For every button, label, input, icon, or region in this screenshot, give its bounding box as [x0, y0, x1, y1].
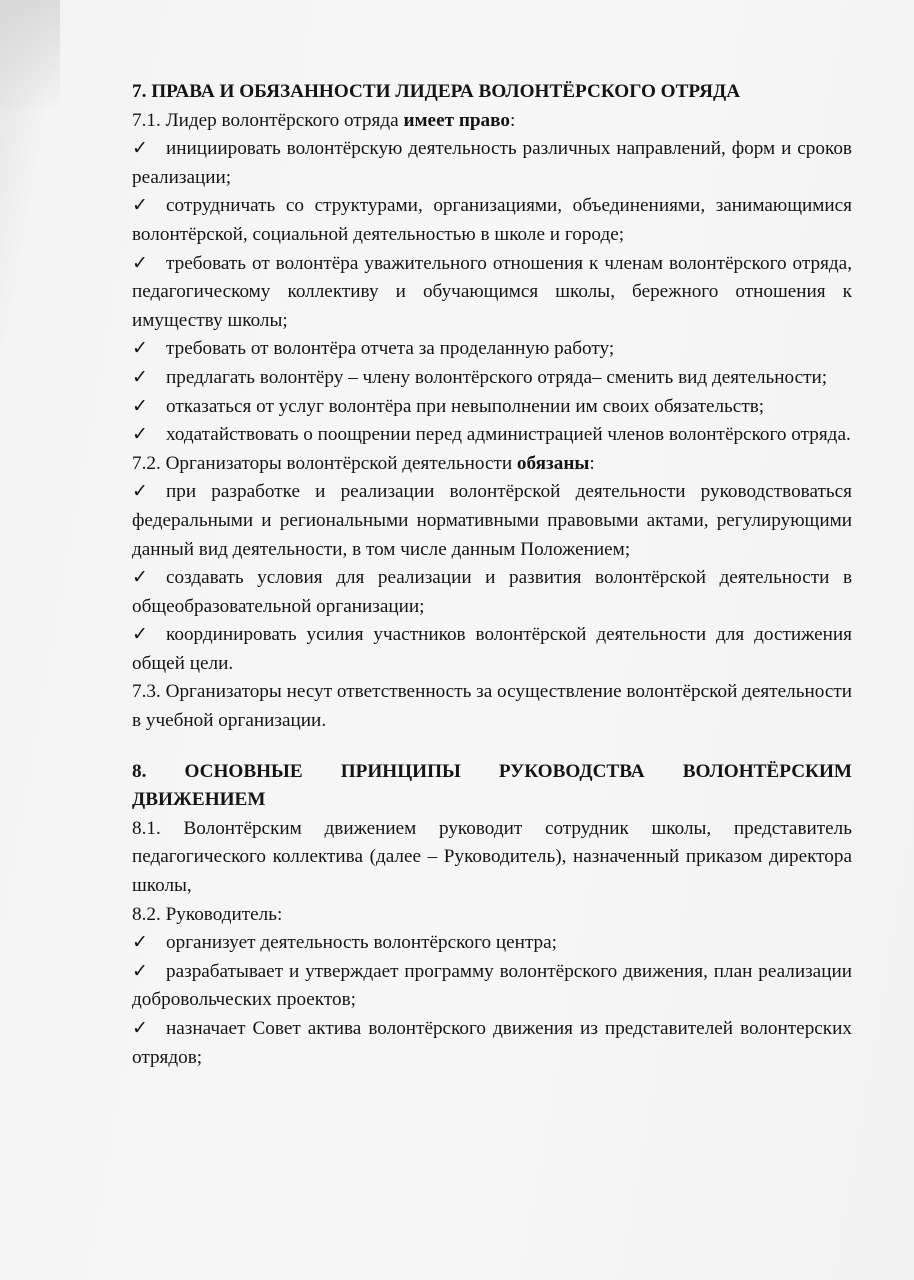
rights-item-text: предлагать волонтёру – члену волонтёрского отряда– сменить вид деятельности; [166, 366, 828, 388]
checkmark-icon: ✓ [132, 624, 149, 646]
rights-item-text: сотрудничать со структурами, организациями, объединениями, занимающимися волонтёрской, социальной деятельностью в школе и городе; [132, 195, 852, 245]
list-item [132, 1015, 852, 1072]
leader-item-text: разрабатывает и утверждает программу волонтёрского движения, план реализации добровольческих проектов; [132, 960, 852, 1011]
rights-item-text: требовать от волонтёра уважительного отношения к членам волонтёрского отряда, педагогическому коллективу и обучающимся школы, бережного отношения к имуществу школы; [132, 252, 852, 331]
rights-item-text: ходатайствовать о поощрении перед администрацией членов волонтёрского отряда. [166, 424, 851, 446]
paragraph-8-1: 8.1. Волонтёрским движением руководит сотрудник школы, представитель педагогического коллектива (далее – Руководитель), назначенный приказом директора школы, [132, 817, 852, 897]
list-item [132, 335, 852, 364]
checkmark-icon: ✓ [132, 138, 149, 160]
list-item [132, 135, 852, 192]
list-item [132, 421, 852, 450]
paragraph-7-2 [132, 450, 852, 479]
paragraph-7-1-tail: : [509, 109, 516, 131]
paragraph-7-2-tail: : [589, 452, 595, 474]
paragraph-7-1-bold: имеет право [403, 109, 510, 131]
checkmark-icon: ✓ [132, 424, 149, 446]
duties-item-text: создавать условия для реализации и развития волонтёрской деятельности в общеобразовательной организации; [132, 567, 852, 617]
duties-item-text: при разработке и реализации волонтёрской деятельности руководствоваться федеральными и региональными нормативными правовыми актами, регулирующими данный вид деятельности, в том числе данным Положением; [132, 481, 852, 560]
list-item [132, 192, 852, 249]
checkmark-icon: ✓ [132, 932, 149, 954]
checkmark-icon: ✓ [132, 338, 149, 360]
list-item [132, 364, 852, 393]
paragraph-7-2-lead: 7.2. Организаторы волонтёрской деятельности [132, 452, 517, 474]
section-7-title: 7. ПРАВА И ОБЯЗАННОСТИ ЛИДЕРА ВОЛОНТЁРСКОГО ОТРЯДА [132, 81, 741, 102]
rights-item-text: инициировать волонтёрскую деятельность различных направлений, форм и сроков реализации; [132, 138, 852, 188]
checkmark-icon: ✓ [132, 1018, 149, 1039]
leader-item-text: назначает Совет актива волонтёрского движения из представителей волонтерских отрядов; [132, 1018, 852, 1068]
document-body [132, 78, 852, 1072]
paragraph-7-3: 7.3. Организаторы несут ответственность за осуществление волонтёрской деятельности в учебной организации. [132, 681, 852, 732]
list-item [132, 929, 852, 958]
checkmark-icon: ✓ [132, 366, 149, 388]
rights-item-text: требовать от волонтёра отчета за проделанную работу; [166, 338, 615, 360]
paragraph-8-2: 8.2. Руководитель: [132, 903, 283, 925]
list-item [132, 621, 852, 678]
checkmark-icon: ✓ [132, 481, 149, 503]
paragraph-7-2-bold: обязаны [516, 452, 590, 474]
list-item [132, 250, 852, 336]
list-item [132, 564, 852, 621]
list-item [132, 958, 852, 1015]
checkmark-icon: ✓ [132, 252, 149, 274]
checkmark-icon: ✓ [132, 395, 149, 417]
duties-item-text: координировать усилия участников волонтёрской деятельности для достижения общей цели. [132, 624, 852, 674]
paragraph-7-1 [132, 107, 852, 136]
page-corner-shadow [0, 0, 60, 110]
rights-item-text: отказаться от услуг волонтёра при невыполнении им своих обязательств; [166, 395, 765, 417]
paragraph-7-1-lead: 7.1. Лидер волонтёрского отряда [132, 109, 404, 131]
checkmark-icon: ✓ [132, 567, 149, 589]
section-8-title: 8. ОСНОВНЫЕ ПРИНЦИПЫ РУКОВОДСТВА ВОЛОНТЁРСКИМ ДВИЖЕНИЕМ [132, 760, 852, 811]
checkmark-icon: ✓ [132, 195, 149, 217]
checkmark-icon: ✓ [132, 960, 149, 982]
list-item [132, 393, 852, 422]
leader-item-text: организует деятельность волонтёрского центра; [166, 932, 558, 954]
list-item [132, 478, 852, 564]
